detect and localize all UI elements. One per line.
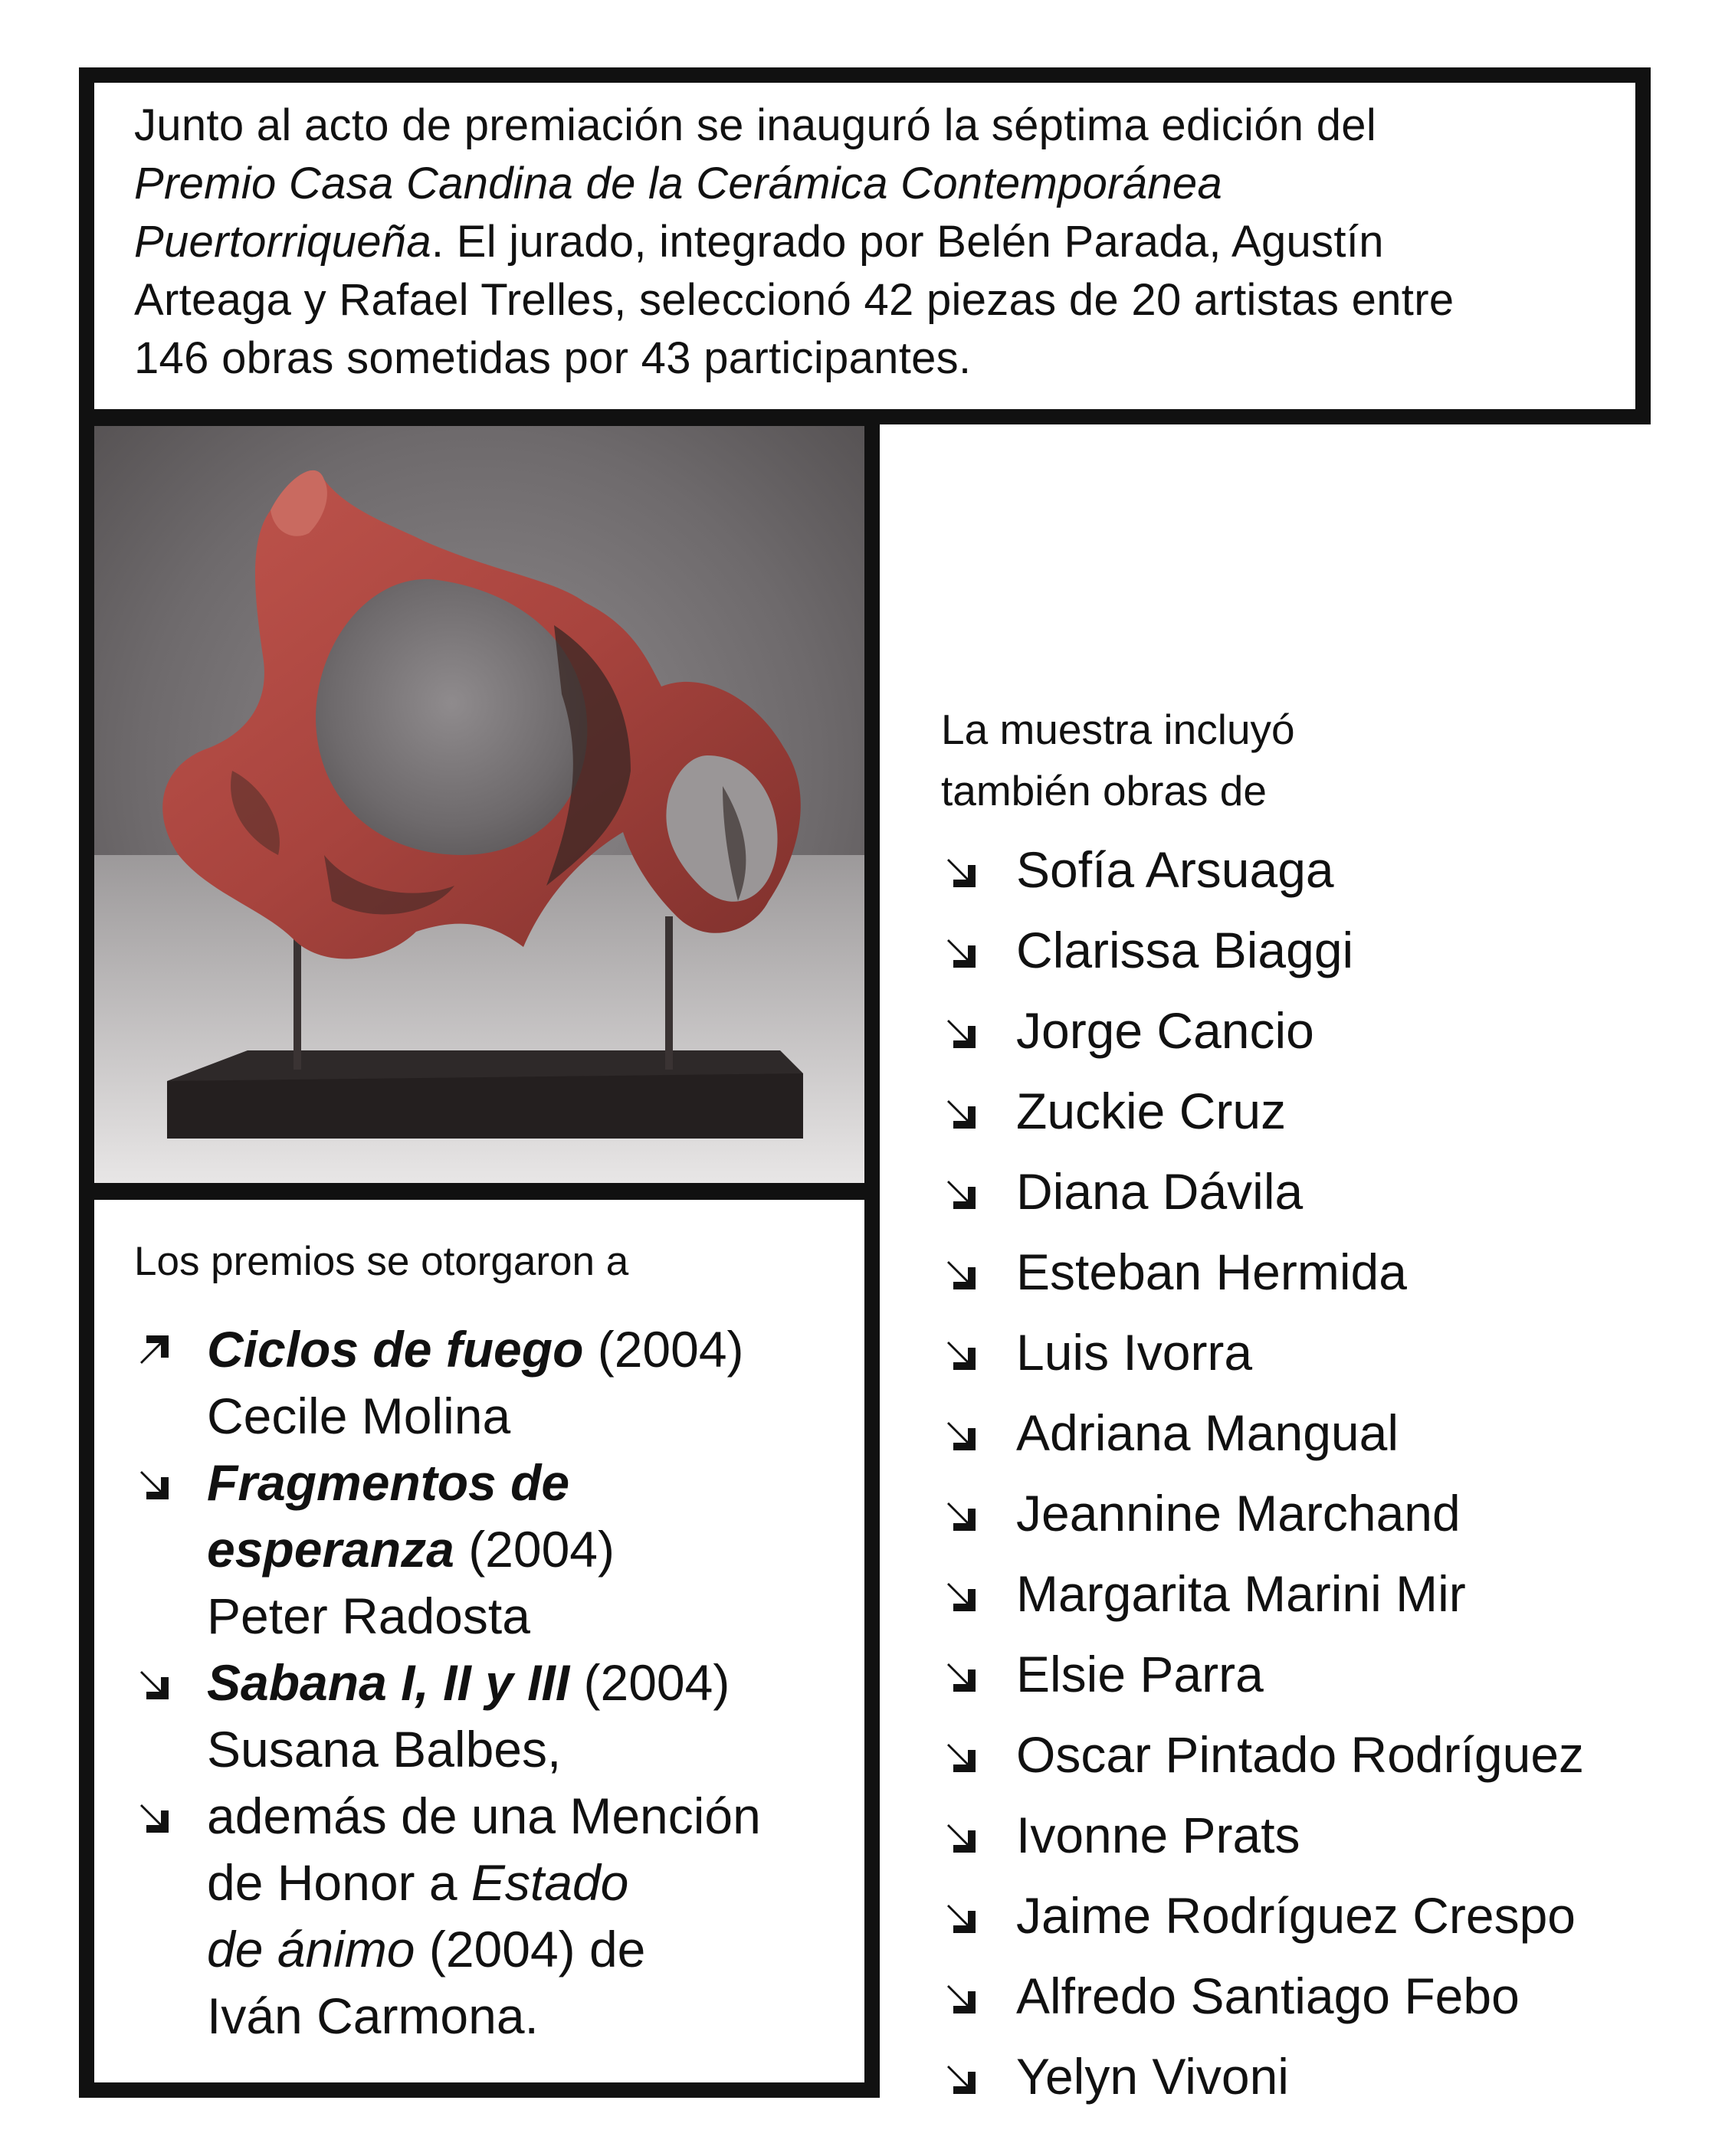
exhibit-heading-line-1: La muestra incluyó: [941, 706, 1295, 753]
arrow-down-right-icon: [941, 1014, 979, 1052]
awards-list: [134, 1316, 854, 2050]
mention-year: (2004) de: [415, 1921, 646, 1977]
prize-title-part-1: Premio Casa Candina de la Cerámica Contemporánea: [134, 159, 1223, 208]
intro-line-1: Junto al acto de premiación se inauguró la séptima edición del: [134, 100, 1377, 150]
arrow-down-right-icon: [941, 1818, 979, 1856]
sculpture-photo: [79, 411, 880, 1198]
artist-name: Adriana Mangual: [1016, 1404, 1399, 1461]
artist-name: Yelyn Vivoni: [1016, 2048, 1289, 2105]
artist-list-item: [941, 1312, 1584, 1393]
award-artist: Cecile Molina: [207, 1388, 511, 1444]
artist-name: Jaime Rodríguez Crespo: [1016, 1887, 1576, 1944]
exhibit-heading-line-2: también obras de: [941, 767, 1267, 814]
artist-list-item: [941, 1554, 1584, 1634]
intro-line-4: Arteaga y Rafael Trelles, seleccionó 42 piezas de 20 artistas entre: [134, 275, 1454, 325]
artist-list-item: [941, 1715, 1584, 1795]
mention-work-line-1: Estado: [471, 1854, 629, 1911]
award-title: Sabana I, II y III: [207, 1654, 570, 1711]
artist-list-item: [941, 1956, 1584, 2036]
artist-name: Oscar Pintado Rodríguez: [1016, 1726, 1585, 1783]
artist-name: Zuckie Cruz: [1016, 1083, 1287, 1139]
sculpture-image: [94, 426, 864, 1183]
arrow-down-right-icon: [941, 933, 979, 972]
arrow-down-right-icon: [941, 1416, 979, 1454]
arrow-down-right-icon: [941, 1175, 979, 1213]
award-item-2: [134, 1450, 854, 1650]
mention-work-line-2: de ánimo: [207, 1921, 415, 1977]
arrow-down-right-icon: [941, 1657, 979, 1696]
award-title: Ciclos de fuego: [207, 1321, 584, 1378]
artist-name: Alfredo Santiago Febo: [1016, 1968, 1520, 2024]
artist-list-item: [941, 1232, 1584, 1312]
artist-list-item: [941, 991, 1584, 1071]
award-year: (2004): [468, 1521, 615, 1578]
honorable-mention: [134, 1783, 854, 2050]
artist-list-item: [941, 830, 1584, 910]
artist-name: Ivonne Prats: [1016, 1807, 1300, 1863]
artist-list-item: [941, 1393, 1584, 1473]
intro-paragraph: [134, 97, 1605, 388]
award-title-line-1: Fragmentos de: [207, 1454, 570, 1511]
arrow-down-right-icon: [941, 1335, 979, 1374]
award-title-line-2: esperanza: [207, 1521, 454, 1578]
artist-name: Diana Dávila: [1016, 1163, 1304, 1220]
artist-list-item: [941, 910, 1584, 991]
award-item-1: [134, 1316, 854, 1450]
awards-heading: Los premios se otorgaron a: [134, 1239, 629, 1284]
award-year: (2004): [597, 1321, 744, 1378]
arrow-down-right-icon: [134, 1665, 172, 1703]
artist-name: Jeannine Marchand: [1016, 1485, 1461, 1542]
jury-text: . El jurado, integrado por Belén Parada, Agustín: [431, 217, 1384, 267]
mention-prefix: de Honor a: [207, 1854, 471, 1911]
artist-list-item: [941, 1876, 1584, 1956]
artist-list-item: [941, 1152, 1584, 1232]
intro-line-5: 146 obras sometidas por 43 participantes.: [134, 333, 972, 383]
arrow-up-right-icon: [134, 1332, 172, 1370]
artist-name: Clarissa Biaggi: [1016, 922, 1354, 978]
prize-title-part-2: Puertorriqueña: [134, 217, 431, 267]
artist-list-item: [941, 1795, 1584, 1876]
arrow-down-right-icon: [941, 1255, 979, 1293]
artist-name: Esteban Hermida: [1016, 1243, 1407, 1300]
artist-list-item: [941, 1634, 1584, 1715]
artist-name: Luis Ivorra: [1016, 1324, 1253, 1381]
artist-list-item: [941, 2036, 1584, 2117]
award-year: (2004): [583, 1654, 730, 1711]
artist-list-item: [941, 1473, 1584, 1554]
arrow-down-right-icon: [941, 2059, 979, 2098]
arrow-down-right-icon: [941, 1094, 979, 1132]
arrow-down-right-icon: [941, 1577, 979, 1615]
artist-list-item: [941, 1071, 1584, 1152]
award-item-3: [134, 1650, 854, 1783]
arrow-down-right-icon: [134, 1798, 172, 1837]
artist-name: Margarita Marini Mir: [1016, 1565, 1466, 1622]
arrow-down-right-icon: [941, 1496, 979, 1535]
arrow-down-right-icon: [941, 1979, 979, 2017]
exhibit-artist-list: [941, 830, 1584, 2117]
artist-name: Sofía Arsuaga: [1016, 841, 1334, 898]
artist-name: Elsie Parra: [1016, 1646, 1264, 1702]
award-artist: Peter Radosta: [207, 1588, 530, 1644]
arrow-down-right-icon: [941, 1738, 979, 1776]
mention-artist: Iván Carmona.: [207, 1987, 539, 2044]
artist-name: Jorge Cancio: [1016, 1002, 1314, 1059]
arrow-down-right-icon: [134, 1465, 172, 1503]
exhibit-heading: [941, 699, 1631, 821]
arrow-down-right-icon: [941, 853, 979, 891]
award-artist: Susana Balbes,: [207, 1721, 562, 1778]
mention-line-1: además de una Mención: [207, 1787, 761, 1844]
arrow-down-right-icon: [941, 1899, 979, 1937]
